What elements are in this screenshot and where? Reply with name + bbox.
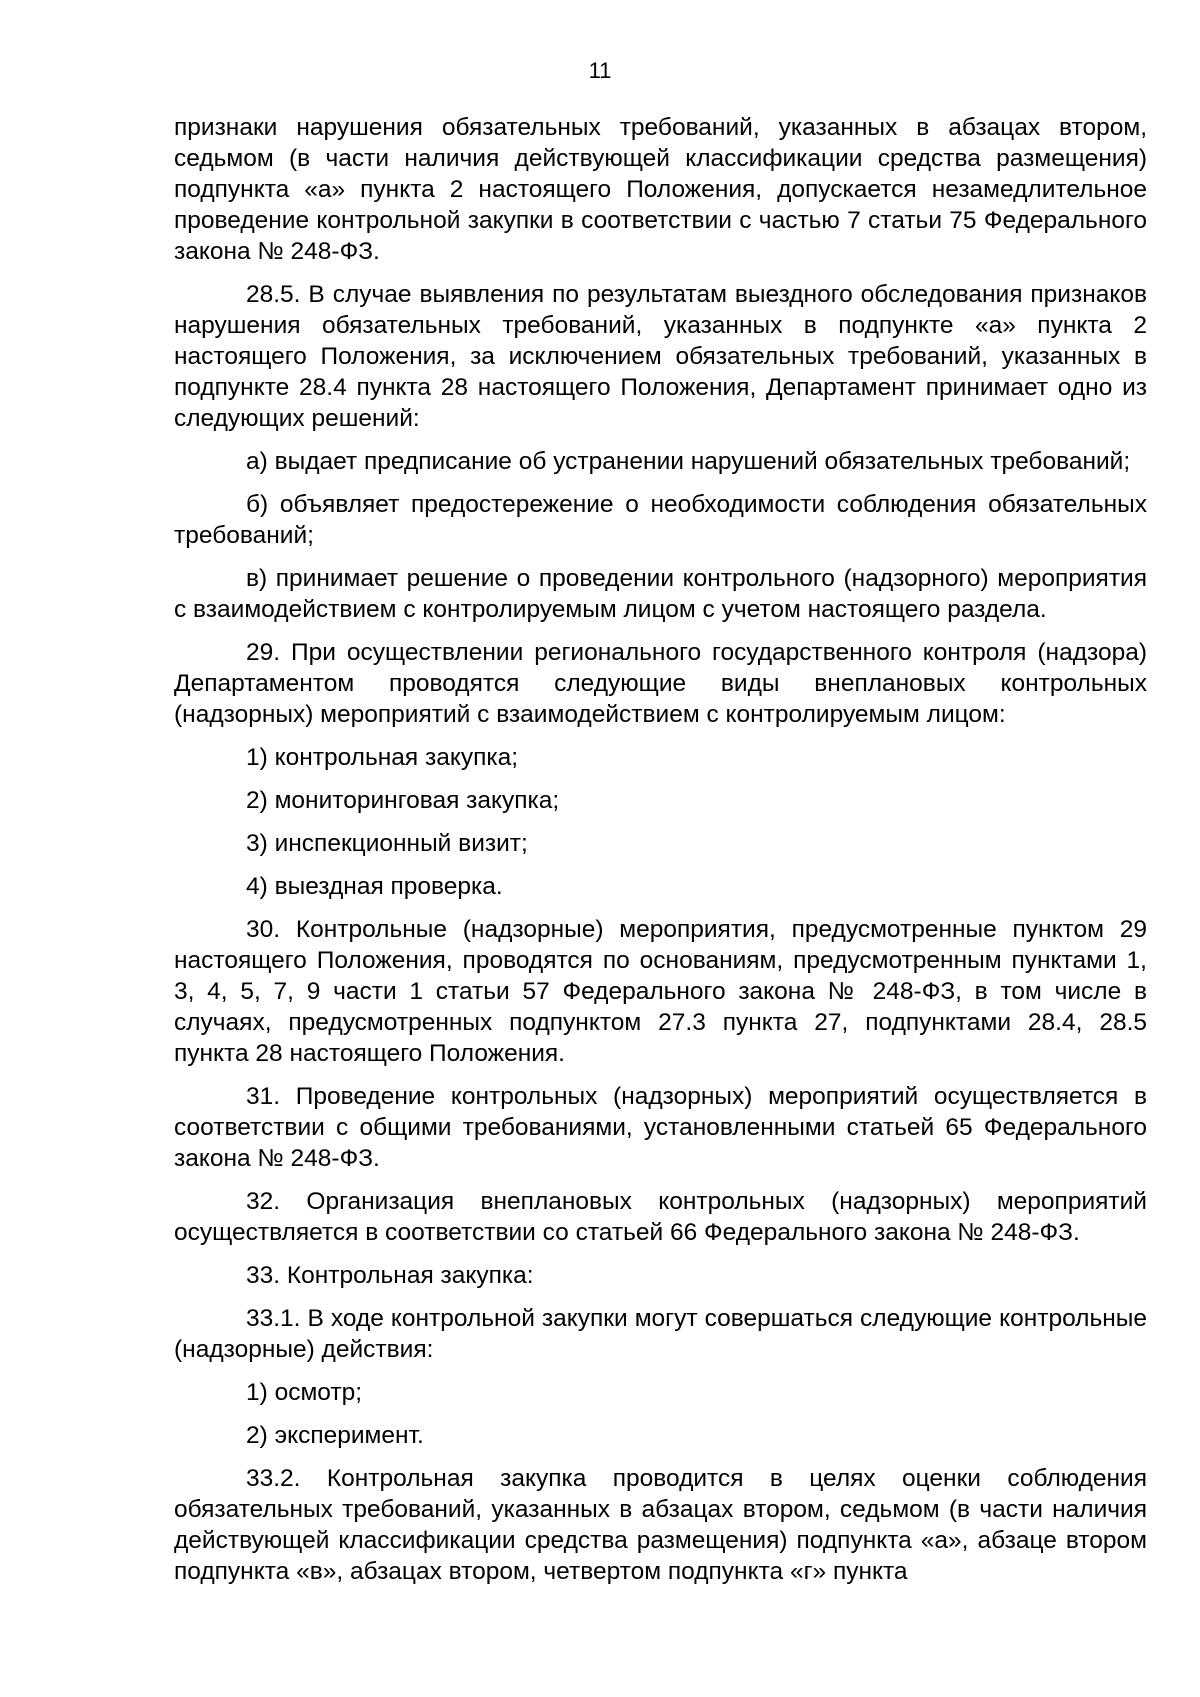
list-item-1: 1) контрольная закупка; <box>246 744 519 771</box>
list-item-2-experiment: 2) эксперимент. <box>246 1422 424 1449</box>
paragraph-30: 30. Контрольные (надзорные) мероприятия, предусмотренные пунктом 29 настоящего Положения, проводятся по основаниям, предусмотренным пунктами 1, 3, 4, 5, 7, 9 части 1 статьи 57 Федерального закона № 248-ФЗ, в том числе в случаях, предусмотренных подпунктом 27.3 пункта 27, подпунктами 28.4, 28.5 пункта 28 настоящего Положения. <box>174 916 1147 1067</box>
paragraph-continuation: признаки нарушения обязательных требований, указанных в абзацах втором, седьмом (в части наличия действующей классификации средства размещения) подпункта «а» пункта 2 настоящего Положения, допускается незамедлительное проведение контрольной закупки в соответствии с частью 7 статьи 75 Федерального закона № 248-ФЗ. <box>174 114 1147 265</box>
document-body <box>174 112 1147 1599</box>
list-item-1-inspection: 1) осмотр; <box>246 1379 363 1406</box>
paragraph-33-2: 33.2. Контрольная закупка проводится в целях оценки соблюдения обязательных требований, указанных в абзацах втором, седьмом (в части наличия действующей классификации средства размещения) подпункта «а», абзаце втором подпункта «в», абзацах втором, четвертом подпункта «г» пункта <box>174 1465 1147 1585</box>
list-item-a: а) выдает предписание об устранении нарушений обязательных требований; <box>246 448 1131 475</box>
paragraph-33-1: 33.1. В ходе контрольной закупки могут совершаться следующие контрольные (надзорные) действия: <box>174 1305 1147 1363</box>
list-item-2: 2) мониторинговая закупка; <box>246 787 560 814</box>
list-item-v: в) принимает решение о проведении контрольного (надзорного) мероприятия с взаимодействием с контролируемым лицом с учетом настоящего раздела. <box>174 565 1147 623</box>
page-number: 11 <box>588 58 612 83</box>
paragraph-31: 31. Проведение контрольных (надзорных) мероприятий осуществляется в соответствии с общими требованиями, установленными статьей 65 Федерального закона № 248-ФЗ. <box>174 1083 1147 1172</box>
list-item-3: 3) инспекционный визит; <box>246 830 528 857</box>
paragraph-32: 32. Организация внеплановых контрольных (надзорных) мероприятий осуществляется в соответствии со статьей 66 Федерального закона № 248-ФЗ. <box>174 1188 1147 1246</box>
paragraph-29: 29. При осуществлении регионального государственного контроля (надзора) Департаментом проводятся следующие виды внеплановых контрольных (надзорных) мероприятий с взаимодействием с контролируемым лицом: <box>174 639 1147 728</box>
paragraph-33: 33. Контрольная закупка: <box>246 1262 534 1289</box>
list-item-4: 4) выездная проверка. <box>246 873 503 900</box>
paragraph-28-5: 28.5. В случае выявления по результатам выездного обследования признаков нарушения обязательных требований, указанных в подпункте «а» пункта 2 настоящего Положения, за исключением обязательных требований, указанных в подпункте 28.4 пункта 28 настоящего Положения, Департамент принимает одно из следующих решений: <box>174 281 1147 432</box>
list-item-b: б) объявляет предостережение о необходимости соблюдения обязательных требований; <box>174 491 1147 549</box>
